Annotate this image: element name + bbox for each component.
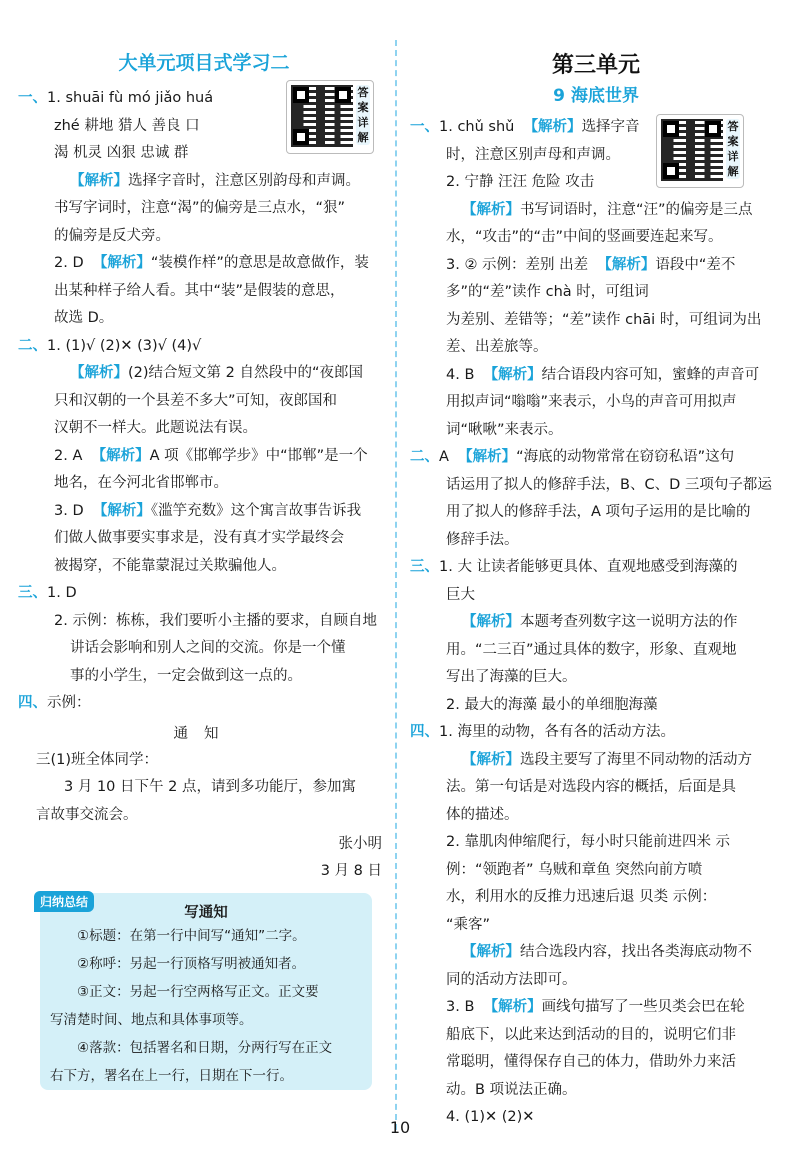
summary-line: 右下方，署名在上一行，日期在下一行。 bbox=[50, 1068, 293, 1084]
notice-recipient: 三(1)班全体同学： bbox=[36, 751, 159, 768]
summary-badge: 归纳总结 bbox=[34, 891, 94, 912]
question-line: 2. 最大的海藻 最小的单细胞海藻 bbox=[446, 696, 658, 713]
qr-label: 答案详解 bbox=[357, 86, 369, 144]
explanation-line: 法。第一句话是对选段内容的概括，后面是具 bbox=[446, 779, 736, 795]
question-line: zhé 耕地 猎人 善良 口 bbox=[54, 117, 200, 134]
question-line: 二、A 【解析】“海底的动物常常在窃窃私语”这句 bbox=[410, 449, 735, 465]
question-line: 巨大 bbox=[446, 586, 475, 603]
summary-line: 写清楚时间、地点和具体事项等。 bbox=[50, 1012, 253, 1028]
question-line: 例：“领跑者” 乌贼和章鱼 突然向前方喷 bbox=[446, 861, 703, 878]
question-line: 3. D 【解析】《滥竽充数》这个寓言故事告诉我 bbox=[54, 502, 362, 519]
explanation-line: 【解析】书写词语时，注意“汪”的偏旁是三点 bbox=[462, 201, 753, 218]
notice-body: 言故事交流会。 bbox=[36, 806, 138, 823]
question-line: 2. 靠肌肉伸缩爬行，每小时只能前进四米 示 bbox=[446, 834, 731, 850]
question-line: 2. A 【解析】A 项《邯郸学步》中“邯郸”是一个 bbox=[54, 447, 368, 464]
question-line: 3. ② 示例：差别 出差 【解析】语段中“差不 bbox=[446, 256, 736, 273]
question-line: 三、1. 大 让读者能够更具体、直观地感受到海藻的 bbox=[410, 559, 738, 575]
question-line: 4. B 【解析】结合语段内容可知，蜜蜂的声音可 bbox=[446, 366, 760, 383]
explanation-line: 多”的“差”读作 chà 时，可组词 bbox=[446, 284, 649, 300]
summary-line: ②称呼：另起一行顶格写明被通知者。 bbox=[77, 956, 306, 972]
explanation-line: 被揭穿，不能靠蒙混过关欺骗他人。 bbox=[54, 557, 286, 574]
question-line: 一、1. chǔ shǔ 【解析】选择字音 bbox=[410, 119, 640, 135]
explanation-line: 【解析】结合选段内容，找出各类海底动物不 bbox=[462, 944, 752, 960]
explanation-line: 汉朝不一样大。此题说法有误。 bbox=[54, 420, 257, 436]
question-line: 二、1. (1)√ (2)✕ (3)√ (4)√ bbox=[18, 337, 202, 354]
question-line: 四、示例： bbox=[18, 695, 91, 711]
explanation-line: 话运用了拟人的修辞手法，B、C、D 三项句子都运 bbox=[446, 476, 772, 493]
summary-line: ③正文：另起一行空两格写正文。正文要 bbox=[77, 984, 319, 1000]
explanation-line: 常聪明，懂得保存自己的体力，借助外力来活 bbox=[446, 1054, 736, 1070]
explanation-line: 时，注意区别声母和声调。 bbox=[446, 146, 620, 163]
question-line: 2. D 【解析】“装模作样”的意思是故意做作，装 bbox=[54, 255, 369, 271]
explanation-line: 地名，在今河北省邯郸市。 bbox=[54, 475, 228, 491]
explanation-line: 体的描述。 bbox=[446, 806, 519, 823]
notice-body: 3 月 10 日下午 2 点，请到多功能厅，参加寓 bbox=[64, 779, 356, 795]
explanation-line: 只和汉朝的一个县差不多大”可知，夜郎国和 bbox=[54, 392, 338, 409]
question-line: 事的小学生，一定会做到这一点的。 bbox=[70, 667, 302, 684]
right-column bbox=[410, 40, 782, 1132]
explanation-line: 水，“攻击”的“击”中间的竖画要连起来写。 bbox=[446, 229, 723, 245]
left-title: 大单元项目式学习二 bbox=[118, 52, 290, 74]
summary-title: 写通知 bbox=[184, 905, 228, 921]
explanation-line: 同的活动方法即可。 bbox=[446, 971, 577, 988]
explanation-line: 用拟声词“嗡嗡”来表示，小鸟的声音可用拟声 bbox=[446, 394, 737, 410]
question-line: 2. 宁静 汪汪 危险 攻击 bbox=[446, 174, 595, 190]
question-line: 一、1. shuāi fù mó jiǎo huá bbox=[18, 90, 214, 106]
lesson-title: 9 海底世界 bbox=[553, 86, 639, 106]
question-line: 讲话会影响和别人之间的交流。你是一个懂 bbox=[70, 640, 346, 656]
explanation-line: 差、出差旅等。 bbox=[446, 339, 548, 355]
question-line: 2. 示例：栋栋，我们要听小主播的要求，自顾自地 bbox=[54, 612, 377, 629]
explanation-line: 为差别、差错等；“差”读作 chāi 时，可组词为出 bbox=[446, 311, 762, 328]
page-number: 10 bbox=[389, 1118, 411, 1137]
explanation-line: 动。B 项说法正确。 bbox=[446, 1081, 577, 1098]
explanation-line: 出某种样子给人看。其中“装”是假装的意思， bbox=[54, 282, 345, 299]
explanation-line: 【解析】(2)结合短文第 2 自然段中的“夜郎国 bbox=[70, 365, 363, 381]
explanation-line: 修辞手法。 bbox=[446, 531, 519, 548]
explanation-line: 的偏旁是反犬旁。 bbox=[54, 227, 170, 244]
summary-box bbox=[40, 893, 372, 1090]
question-line: 四、1. 海里的动物，各有各的活动方法。 bbox=[410, 724, 675, 740]
question-line: 3. B 【解析】画线句描写了一些贝类会巴在轮 bbox=[446, 999, 745, 1015]
question-line: “乘客” bbox=[446, 916, 491, 933]
summary-line: ①标题：在第一行中间写“通知”二字。 bbox=[77, 928, 306, 944]
left-column bbox=[18, 40, 390, 883]
column-divider bbox=[395, 40, 397, 1130]
explanation-line: 故选 D。 bbox=[54, 310, 114, 326]
explanation-line: 【解析】本题考查列数字这一说明方法的作 bbox=[462, 614, 738, 630]
qr-code-left[interactable] bbox=[286, 80, 374, 154]
notice-date: 3 月 8 日 bbox=[320, 863, 382, 879]
question-line: 水，利用水的反推力迅速后退 贝类 示例： bbox=[446, 889, 717, 905]
qr-code-right[interactable] bbox=[656, 114, 744, 188]
qr-label: 答案详解 bbox=[727, 120, 739, 178]
question-line: 4. (1)✕ (2)✕ bbox=[446, 1109, 535, 1125]
question-line: 三、1. D bbox=[18, 585, 77, 601]
explanation-line: 用。“二三百”通过具体的数字，形象、直观地 bbox=[446, 641, 737, 658]
explanation-line: 船底下，以此来达到活动的目的，说明它们非 bbox=[446, 1026, 736, 1043]
explanation-line: 【解析】选段主要写了海里不同动物的活动方 bbox=[462, 751, 752, 768]
explanation-line: 【解析】选择字音时，注意区别韵母和声调。 bbox=[70, 172, 360, 189]
explanation-line: 用了拟人的修辞手法，A 项句子运用的是比喻的 bbox=[446, 504, 751, 520]
explanation-line: 书写字词时，注意“渴”的偏旁是三点水，“狠” bbox=[54, 200, 346, 216]
question-line: 渴 机灵 凶狠 忠诚 群 bbox=[54, 145, 189, 161]
notice-title: 通知 bbox=[173, 725, 235, 742]
explanation-line: 写出了海藻的巨大。 bbox=[446, 669, 577, 685]
summary-line: ④落款：包括署名和日期，分两行写在正文 bbox=[77, 1040, 333, 1056]
unit-title: 第三单元 bbox=[551, 53, 640, 78]
explanation-line: 词“啾啾”来表示。 bbox=[446, 421, 563, 438]
explanation-line: 们做人做事要实事求是，没有真才实学最终会 bbox=[54, 530, 344, 546]
notice-signer: 张小明 bbox=[338, 836, 382, 852]
